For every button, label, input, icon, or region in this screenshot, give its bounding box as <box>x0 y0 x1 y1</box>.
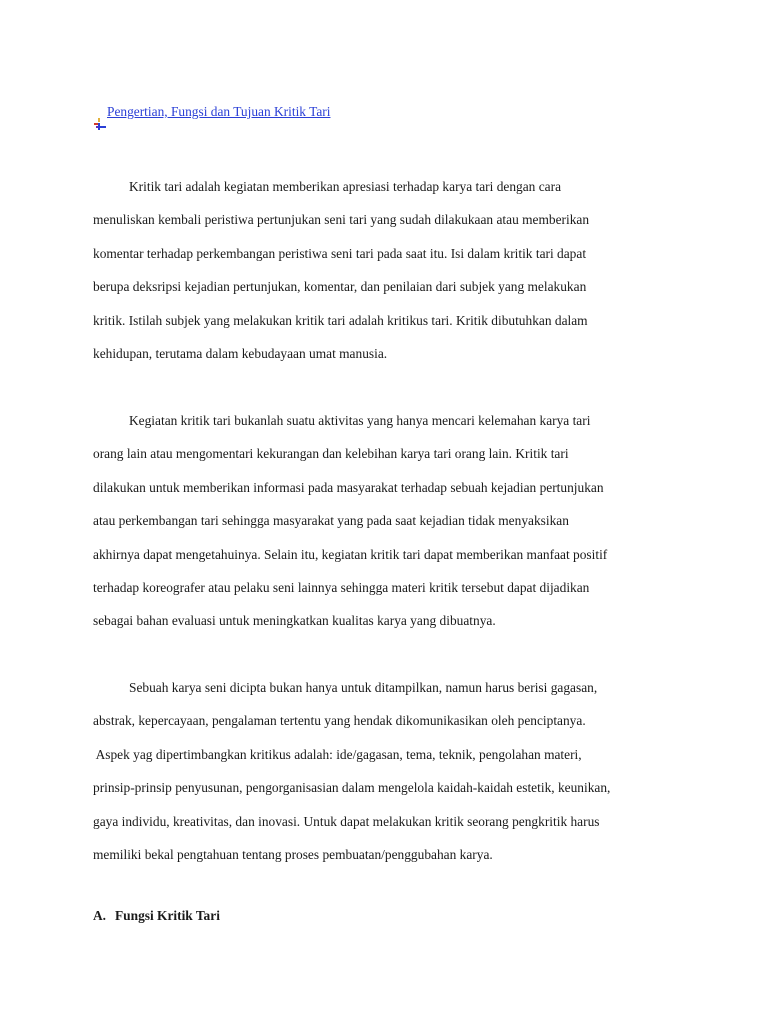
paragraph-line: memiliki bekal pengtahuan tentang proses pembuatan/penggubahan karya. <box>93 847 493 863</box>
arrow-bullet-icon <box>93 117 107 131</box>
title-row <box>93 104 493 134</box>
paragraph-line: berupa deksripsi kejadian pertunjukan, komentar, dan penilaian dari subjek yang melakukan <box>93 279 587 295</box>
paragraph-line: prinsip-prinsip penyusunan, pengorganisasian dalam mengelola kaidah-kaidah estetik, keunikan, <box>93 780 611 796</box>
paragraph-line: orang lain atau mengomentari kekurangan dan kelebihan karya tari orang lain. Kritik tari <box>93 446 569 462</box>
paragraph-line: Kegiatan kritik tari bukanlah suatu aktivitas yang hanya mencari kelemahan karya tari <box>129 413 591 428</box>
paragraph-line: Kritik tari adalah kegiatan memberikan apresiasi terhadap karya tari dengan cara <box>129 179 562 194</box>
paragraph-line: sebagai bahan evaluasi untuk meningkatkan kualitas karya yang dibuatnya. <box>93 613 496 629</box>
paragraph-line: Aspek yag dipertimbangkan kritikus adalah: ide/gagasan, tema, teknik, pengolahan materi, <box>93 746 582 762</box>
section-heading <box>93 908 220 924</box>
paragraph-1 <box>93 170 693 370</box>
section-number: A. <box>93 908 107 923</box>
paragraph-line: akhirnya dapat mengetahuinya. Selain itu, kegiatan kritik tari dapat memberikan manfaat positif <box>93 546 608 562</box>
paragraph-line: menuliskan kembali peristiwa pertunjukan seni tari yang sudah dilakukaan atau memberikan <box>93 212 590 228</box>
paragraph-line: kritik. Istilah subjek yang melakukan kritik tari adalah kritikus tari. Kritik dibutuhkan dalam <box>93 312 588 328</box>
paragraph-line: terhadap koreografer atau pelaku seni lainnya sehingga materi kritik tersebut dapat dijadikan <box>93 580 590 596</box>
paragraph-3 <box>93 671 693 871</box>
paragraph-2 <box>93 404 693 638</box>
paragraph-line: komentar terhadap perkembangan peristiwa seni tari pada saat itu. Isi dalam kritik tari dapat <box>93 245 587 261</box>
paragraph-line: atau perkembangan tari sehingga masyarakat yang pada saat kejadian tidak menyaksikan <box>93 513 569 529</box>
paragraph-line: kehidupan, terutama dalam kebudayaan umat manusia. <box>93 346 388 362</box>
paragraph-line: gaya individu, kreativitas, dan inovasi. Untuk dapat melakukan kritik seorang pengkritik harus <box>93 813 600 829</box>
title-link[interactable]: Pengertian, Fungsi dan Tujuan Kritik Tari <box>107 104 331 119</box>
paragraph-line: abstrak, kepercayaan, pengalaman tertentu yang hendak dikomunikasikan oleh penciptanya. <box>93 713 586 729</box>
section-title: Fungsi Kritik Tari <box>115 908 220 923</box>
paragraph-line: dilakukan untuk memberikan informasi pada masyarakat terhadap sebuah kejadian pertunjukan <box>93 479 604 495</box>
paragraph-line: Sebuah karya seni dicipta bukan hanya untuk ditampilkan, namun harus berisi gagasan, <box>129 680 598 695</box>
